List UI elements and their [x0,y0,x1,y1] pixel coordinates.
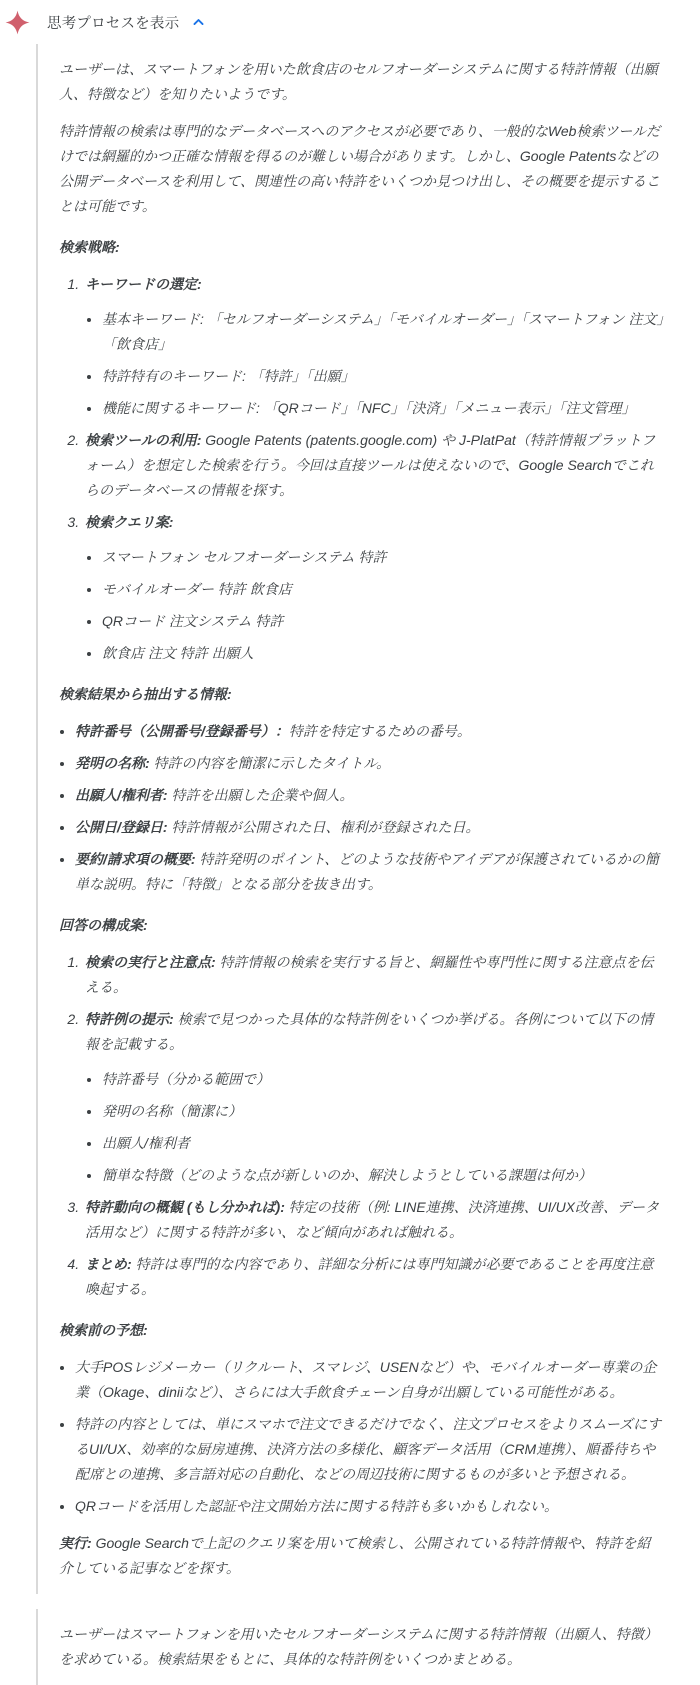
answer-structure-list [59,950,664,1302]
list-item-text: 特許情報が公開された日、権利が登録された日。 [171,819,480,835]
list-item-text: 特許番号（分かる範囲で） [102,1071,270,1087]
list-item [102,1131,664,1156]
thought-paragraph-execution [59,1531,664,1581]
list-item-text: 機能に関するキーワード: 「QRコード」「NFC」「決済」「メニュー表示」「注文管理」 [102,400,636,416]
list-item-text: スマートフォン セルフオーダーシステム 特許 [102,549,387,565]
list-item-label: 検索の実行と注意点: [85,954,216,970]
list-item [102,1099,664,1124]
list-item-label: 要約/請求項の概要: [75,851,196,867]
list-item [75,783,664,808]
list-item [102,609,664,634]
list-item-text: Google Patents (patents.google.com) や J-PlatPat（特許情報プラットフォーム）を想定した検索を行う。今回は直接ツールは使えないので、Google Searchでこれらのデータベースの情報を探す。 [85,432,656,498]
list-item [83,1252,664,1302]
list-item [102,307,664,357]
list-item-text: 特許の内容を簡潔に示したタイトル。 [153,755,391,771]
execution-label: 実行: [59,1535,92,1551]
list-item-text: 出願人/権利者 [102,1135,190,1151]
patent-example-sublist [85,1067,664,1188]
thinking-header [0,6,700,44]
list-item [102,1067,664,1092]
list-item [83,1007,664,1188]
list-item-text: 特許を出願した企業や個人。 [171,787,354,803]
list-item [83,950,664,1000]
list-item [75,815,664,840]
list-item-text: 特定の技術（例: LINE連携、決済連携、UI/UX改善、データ活用など）に関する特許が多い、など傾向があれば触れる。 [85,1199,660,1240]
thought-paragraph-database [59,119,664,219]
list-item [75,719,664,744]
list-item-text: 特許特有のキーワード: 「特許」「出願」 [102,368,355,384]
list-item-text: 特許を特定するための番号。 [288,723,471,739]
list-item-search-tools [83,428,664,503]
section-heading-predictions: 検索前の予想: [59,1322,148,1338]
list-item-label: まとめ: [85,1256,132,1272]
section-heading-answer-structure: 回答の構成案: [59,917,148,933]
list-item-text: 簡単な特徴（どのような点が新しいのか、解決しようとしている課題は何か） [102,1167,592,1183]
list-item-text: 特許は専門的な内容であり、詳細な分析には専門知識が必要であることを再度注意喚起する。 [85,1256,654,1297]
list-item [102,545,664,570]
section-heading-strategy: 検索戦略: [59,239,120,255]
list-item [83,1195,664,1245]
extract-list [59,719,664,897]
chevron-up-icon [191,15,206,30]
thinking-toggle-label: 思考プロセスを表示 [47,15,180,32]
list-item [75,1355,664,1405]
list-item-label: 特許番号（公開番号/登録番号）： [75,723,289,739]
list-item-query-ideas [83,510,664,666]
list-item-text: 飲食店 注文 特許 出願人 [102,645,254,661]
list-item-text: 特許情報の検索を実行する旨と、網羅性や専門性に関する注意点を伝える。 [85,954,654,995]
list-item [102,641,664,666]
list-item-text: 特許発明のポイント、どのような技術やアイデアが保護されているかの簡単な説明。特に「特徴」となる部分を抜き出す。 [75,851,659,892]
predictions-list [59,1355,664,1519]
thought-block-primary [36,44,690,1594]
execution-text: Google Searchで上記のクエリ案を用いて検索し、公開されている特許情報や、特許を紹介している記事などを探す。 [59,1535,651,1576]
keyword-sublist [85,307,664,421]
list-item-label: 特許例の提示: [85,1011,174,1027]
list-item-text: モバイルオーダー 特許 飲食店 [102,581,292,597]
thinking-process-toggle[interactable] [47,12,206,33]
list-item-label: 特許動向の概観 (もし分かれば): [85,1199,285,1215]
paragraph-text: ユーザーはスマートフォンを用いたセルフオーダーシステムに関する特許情報（出願人、特徴）を求めている。検索結果をもとに、具体的な特許例をいくつかまとめる。 [59,1626,658,1667]
list-item-keywords [83,272,664,421]
strategy-list [59,272,664,666]
gemini-sparkle-icon [3,8,31,36]
thought-paragraph-user-intent [59,57,664,107]
list-item-text: 発明の名称（簡潔に） [102,1103,242,1119]
list-item-text: QRコードを活用した認証や注文開始方法に関する特許も多いかもしれない。 [75,1498,558,1514]
list-item-label: 検索ツールの利用: [85,432,202,448]
list-item-text: 特許の内容としては、単にスマホで注文できるだけでなく、注文プロセスをよりスムーズにするUI/UX、効率的な厨房連携、決済方法の多様化、顧客データ活用（CRM連携）、順番待ちや配席との連携、多言語対応の自動化、などの周辺技術に関するものが多いと予想される。 [75,1416,662,1482]
list-item-label: 発明の名称: [75,755,150,771]
paragraph-text: ユーザーは、スマートフォンを用いた飲食店のセルフオーダーシステムに関する特許情報（出願人、特徴など）を知りたいようです。 [59,61,658,102]
list-item [75,847,664,897]
list-item [75,1412,664,1487]
list-item [75,1494,664,1519]
list-item [75,751,664,776]
paragraph-text: 特許情報の検索は専門的なデータベースへのアクセスが必要であり、一般的なWeb検索ツールだけでは網羅的かつ正確な情報を得るのが難しい場合があります。しかし、Google Patentsなどの公開データベースを利用して、関連性の高い特許をいくつか見つけ出し、その概要を提示することは可能です。 [59,123,661,214]
list-item-text: 基本キーワード: 「セルフオーダーシステム」「モバイルオーダー」「スマートフォン 注文」「飲食店」 [102,311,664,352]
list-item-text: QRコード 注文システム 特許 [102,613,284,629]
thought-block-secondary [36,1609,690,1685]
list-item-text: 大手POSレジメーカー（リクルート、スマレジ、USENなど）や、モバイルオーダー専業の企業（Okage、diniiなど）、さらには大手飲食チェーン自身が出願している可能性がある。 [75,1359,657,1400]
query-sublist [85,545,664,666]
list-item-label: 公開日/登録日: [75,819,168,835]
list-item-label: 出願人/権利者: [75,787,168,803]
list-item [102,364,664,389]
list-item-label: 検索クエリ案: [85,514,174,530]
list-item [102,577,664,602]
list-item-text: 検索で見つかった具体的な特許例をいくつか挙げる。各例について以下の情報を記載する。 [85,1011,654,1052]
section-heading-extract: 検索結果から抽出する情報: [59,686,232,702]
list-item [102,396,664,421]
list-item-label: キーワードの選定: [85,276,202,292]
thought-paragraph-summary [59,1622,664,1672]
list-item [102,1163,664,1188]
